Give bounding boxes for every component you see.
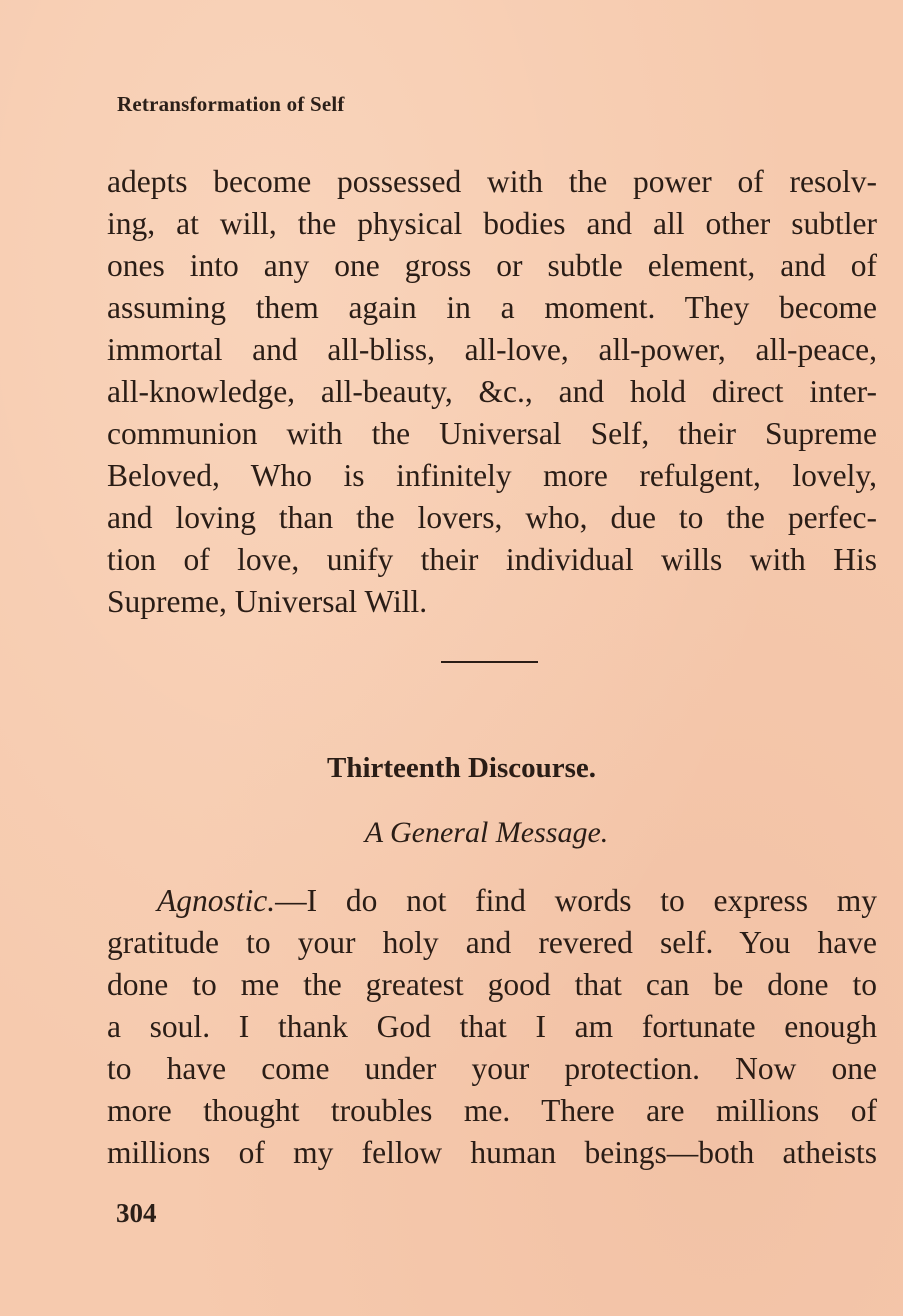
text-line: gratitude to your holy and revered self. You have	[107, 925, 877, 960]
text-line: a soul. I thank God that I am fortunate enough	[107, 1009, 877, 1044]
text-line: adepts become possessed with the power of resolv-	[107, 164, 877, 199]
discourse-title: Thirteenth Discourse.	[326, 752, 597, 784]
text-line: ones into any one gross or subtle element, and of	[107, 248, 877, 283]
discourse-subtitle: A General Message.	[364, 816, 609, 849]
section-separator	[441, 661, 538, 663]
text-line: and loving than the lovers, who, due to the perfec-	[107, 500, 877, 535]
text-line: Beloved, Who is infinitely more refulgent, lovely,	[107, 458, 877, 493]
text-line: more thought troubles me. There are millions of	[107, 1093, 877, 1128]
paragraph-dialogue	[107, 880, 877, 1174]
first-line-text: —I do not find words to express my	[275, 883, 877, 918]
text-line: to have come under your protection. Now one	[107, 1051, 877, 1086]
text-line: immortal and all-bliss, all-love, all-power, all-peace,	[107, 332, 877, 367]
text-line: assuming them again in a moment. They become	[107, 290, 877, 325]
text-line: Supreme, Universal Will.	[107, 584, 428, 619]
text-line: tion of love, unify their individual wills with His	[107, 542, 877, 577]
page-number: 304	[116, 1198, 157, 1228]
text-line: all-knowledge, all-beauty, &c., and hold direct inter-	[107, 374, 877, 409]
text-line: done to me the greatest good that can be done to	[107, 967, 877, 1002]
speaker-name: Agnostic.	[157, 883, 276, 918]
text-line: ing, at will, the physical bodies and all other subtler	[107, 206, 877, 241]
paragraph-continued	[107, 161, 877, 623]
text-line: communion with the Universal Self, their Supreme	[107, 416, 877, 451]
text-line-first	[107, 880, 877, 922]
running-head: Retransformation of Self	[117, 92, 345, 116]
text-line: millions of my fellow human beings—both atheists	[107, 1135, 877, 1170]
